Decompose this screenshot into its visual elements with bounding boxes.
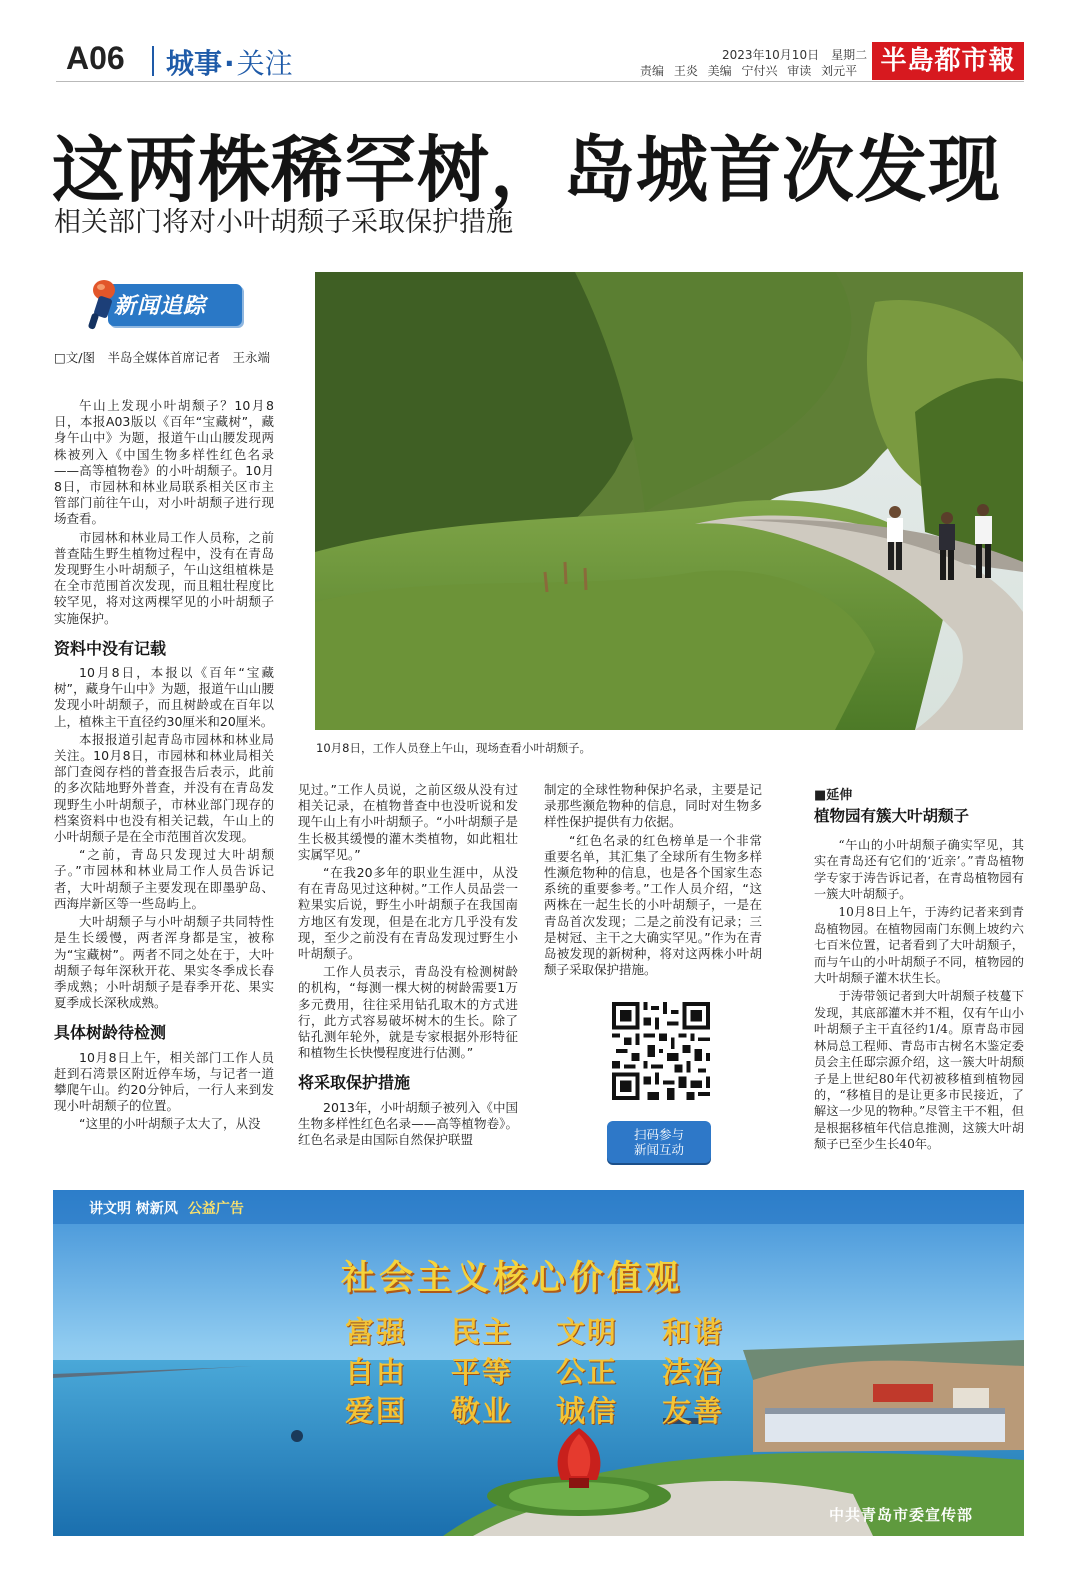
extension-tag: ■延伸: [814, 788, 853, 803]
core-value: 友善: [662, 1394, 725, 1428]
paragraph: “在我20多年的职业生涯中，从没有在青岛见过这种树。”工作人员品尝一粒果实后说，野生小叶胡颓子在我国南方地区有发现，但是在北方几乎没有发现，至少之前没有在青岛发现过野生小叶胡颓子。: [298, 865, 518, 962]
section-title: [166, 42, 293, 82]
header-rule: [56, 81, 1024, 82]
issue-date: 2023年10月10日 星期二: [722, 48, 868, 62]
hillside-photo-illustration: [315, 272, 1023, 730]
paragraph: 10月8日上午，于涛约记者来到青岛植物园。在植物园南门东侧上坡约六七百米位置，记者看到了大叶胡颓子，而与午山的小叶胡颓子不同，植物园的大叶胡颓子灌木状生长。: [814, 905, 1024, 986]
paragraph: “之前，青岛只发现过大叶胡颓子。”市园林和林业局工作人员告诉记者，大叶胡颓子主要发现在即墨驴岛、西海岸新区等一些岛屿上。: [54, 847, 274, 911]
badge-label: 新闻追踪: [114, 294, 207, 319]
byline: □文/图 半岛全媒体首席记者 王永端: [54, 350, 271, 365]
photo-caption: 10月8日，工作人员登上午山，现场查看小叶胡颓子。: [316, 741, 591, 755]
qr-button-line2: 新闻互动: [633, 1142, 684, 1157]
section-main: 城事: [166, 47, 223, 80]
core-value: 富强: [345, 1315, 408, 1349]
paragraph: 10月8日上午，相关部门工作人员赶到石湾景区附近停车场，与记者一道攀爬午山。约20分钟后，一行人来到发现小叶胡颓子的位置。: [54, 1049, 274, 1114]
core-value: 敬业: [451, 1394, 514, 1428]
subheadline: 相关部门将对小叶胡颓子采取保护措施: [54, 207, 513, 238]
editor-credits: 责编 王炎 美编 宁付兴 审读 刘元平: [640, 64, 858, 78]
qr-code[interactable]: [612, 1002, 710, 1100]
paragraph: 于涛带领记者到大叶胡颓子枝蔓下发现，其底部灌木并不粗，仅有午山小叶胡颓子主干直径约1/4。原青岛市园林局总工程师、青岛市古树名木鉴定委员会主任邸宗源介绍，这一簇大叶胡颓子是上世纪80年代初被移植到植物园的，“移植目的是让更多市民接近，了解这一少见的物种。”尽管主干不粗，但是根据移植年代信息推测，这簇大叶胡颓子已至少生长40年。: [814, 989, 1024, 1152]
section-heading: 具体树龄待检测: [54, 1023, 167, 1043]
ad-title: 社会主义核心价值观: [341, 1258, 683, 1298]
paragraph: “午山的小叶胡颓子确实罕见，其实在青岛还有它们的‘近亲’。”青岛植物学专家于涛告诉记者，在青岛植物园有一簇大叶胡颓子。: [814, 837, 1024, 902]
newspaper-logo: 半島都市報: [872, 42, 1024, 80]
core-value: 自由: [345, 1355, 408, 1389]
article-column-3: [544, 782, 762, 980]
core-value: 民主: [451, 1315, 514, 1349]
ad-slogan: 讲文明 树新风: [89, 1201, 178, 1217]
header-divider: [152, 46, 154, 76]
article-photo: [315, 272, 1023, 730]
core-value: 爱国: [345, 1394, 408, 1428]
qr-interaction-button[interactable]: [607, 1121, 711, 1163]
section-heading: 资料中没有记载: [54, 638, 167, 658]
paragraph: 大叶胡颓子与小叶胡颓子共同特性是生长缓慢，两者浑身都是宝，被称为“宝藏树”。两者不同之处在于，大叶胡颓子每年深秋开花、果实冬季成长春季成熟；小叶胡颓子是春季开花、果实夏季成长深秋成熟。: [54, 914, 274, 1011]
core-value: 公正: [556, 1355, 619, 1389]
headline: 这两株稀罕树，岛城首次发现: [52, 128, 1002, 212]
news-tracking-badge: [82, 278, 242, 332]
paragraph: 本报报道引起青岛市园林和林业局关注。10月8日，市园林和林业局相关部门查阅存档的普查报告后表示，此前的多次陆地野外普查，并没有在青岛发现野生小叶胡颓子，市林业部门现存的档案资料中也没有相关记载，午山上的小叶胡颓子是在全市范围首次发现。: [54, 731, 274, 845]
ad-type: 公益广告: [187, 1201, 244, 1217]
paragraph: “这里的小叶胡颓子太大了，从没: [79, 1116, 261, 1132]
core-value: 文明: [556, 1315, 619, 1349]
qr-button-line1: 扫码参与: [633, 1127, 684, 1142]
paragraph: 午山上发现小叶胡颓子？10月8日，本报A03版以《百年“宝藏树”，藏身午山中》为题，报道午山山腰发现两株被列入《中国生物多样性红色名录——高等植物卷》的小叶胡颓子。10月8日，市园林和林业局联系相关区市主管部门前往午山，对小叶胡颓子进行现场查看。: [54, 398, 274, 527]
section-heading: 将采取保护措施: [298, 1073, 411, 1093]
paragraph: “红色名录的红色榜单是一个非常重要名单，其汇集了全球所有生物多样性濒危物种的信息，也是各个国家生态系统的重要参考。”工作人员介绍，“这两株在一起生长的小叶胡颓子，一是在青岛首次发现；二是之前没有记录；三是树冠、主干之大确实罕见。”作为在青岛被发现的新树种，将对这两株小叶胡颓子采取保护措施。: [544, 832, 762, 978]
core-value: 和谐: [662, 1315, 725, 1349]
paragraph: 2013年，小叶胡颓子被列入《中国生物多样性红色名录——高等植物卷》。红色名录是由国际自然保护联盟: [298, 1099, 518, 1148]
paragraph: 制定的全球性物种保护名录，主要是记录那些濒危物种的信息，同时对生物多样性保护提供有力依据。: [544, 782, 762, 830]
paragraph: 工作人员表示，青岛没有检测树龄的机构，“每测一棵大树的树龄需要1万多元费用，往往采用钻孔取木的方式进行，此方式容易破坏树木的生长。除了钻孔测年轮外，就是专家根据外形特征和植物生长快慢程度进行估测。”: [298, 964, 518, 1061]
paragraph: 市园林和林业局工作人员称，之前普查陆生野生植物过程中，没有在青岛发现野生小叶胡颓子，午山这组植株是在全市范围首次发现，而且粗壮程度比较罕见，将对这两棵罕见的小叶胡颓子实施保护。: [54, 529, 274, 626]
page-number: A06: [66, 40, 125, 76]
extension-column: [814, 788, 1024, 1155]
core-value: 诚信: [556, 1394, 619, 1428]
paragraph: 见过。”工作人员说，之前区级从没有过相关记录，在植物普查中也没听说和发现午山上有小叶胡颓子。“小叶胡颓子是生长极其缓慢的灌木类植物，如此粗壮实属罕见。”: [298, 782, 518, 862]
section-sub: 关注: [236, 47, 293, 80]
ad-tag: [89, 1198, 244, 1218]
section-dot: ·: [224, 47, 235, 80]
core-value: 法治: [662, 1355, 725, 1389]
public-service-ad: [53, 1190, 1024, 1536]
core-value: 平等: [451, 1355, 514, 1389]
coastal-city-illustration: [53, 1190, 1024, 1536]
ad-sponsor: 中共青岛市委宣传部: [829, 1506, 974, 1524]
extension-heading: 植物园有簇大叶胡颓子: [814, 807, 970, 826]
article-column-2: [298, 782, 518, 1150]
paragraph: 10月8日，本报以《百年“宝藏树”，藏身午山中》为题，报道午山山腰发现小叶胡颓子，而且树龄或在百年以上，植株主干直径约30厘米和20厘米。: [54, 665, 274, 729]
article-column-1: [54, 398, 274, 1135]
